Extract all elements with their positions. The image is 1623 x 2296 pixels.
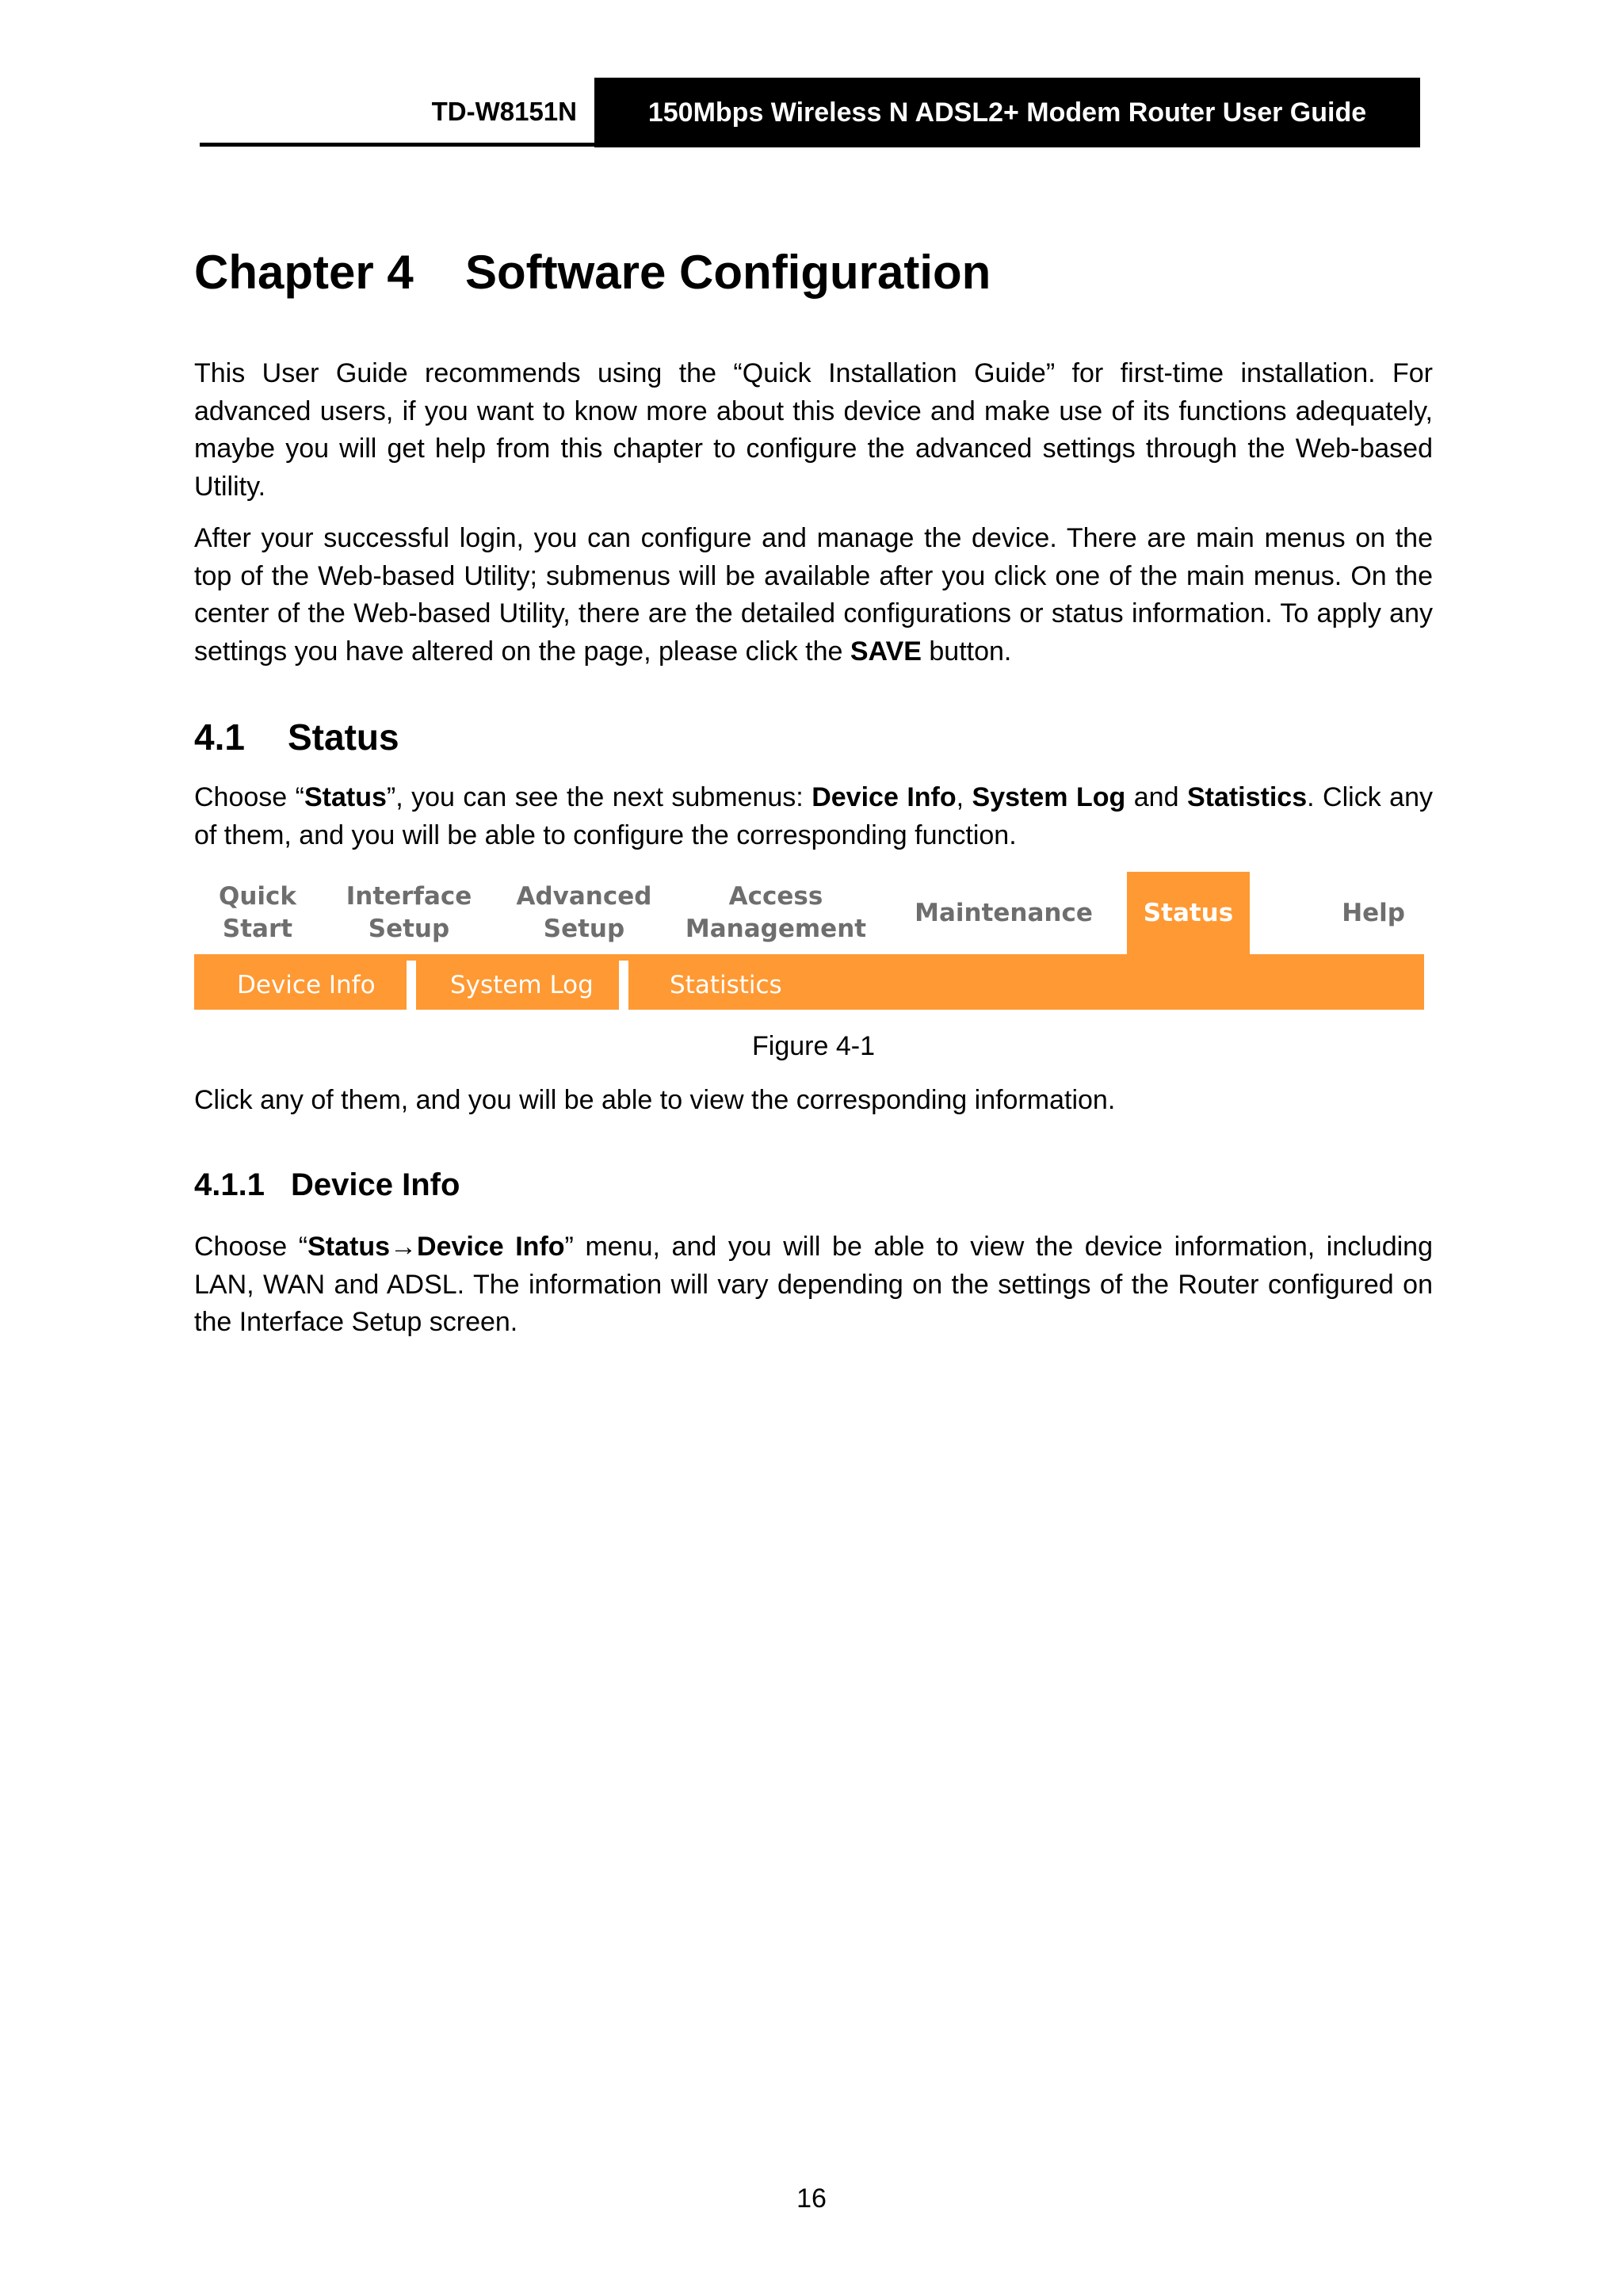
- subsection-title: Device Info: [291, 1167, 460, 1202]
- menu-status[interactable]: Status: [1127, 872, 1250, 954]
- device-info-paragraph-text: Choose “: [194, 1232, 308, 1262]
- status-paragraph-text: ,: [956, 782, 972, 812]
- menu-quick-start[interactable]: Quick Start: [218, 882, 297, 943]
- menu-access-management[interactable]: Access Management: [685, 882, 867, 943]
- status-keyword: Status: [304, 782, 387, 812]
- menu-interface-setup[interactable]: Interface Setup: [346, 882, 472, 943]
- status-paragraph-text: . Click any of them, and you will be able to configure the corresponding function.: [194, 782, 1433, 850]
- header-rule: [200, 143, 1420, 147]
- router-ui-figure: [194, 872, 1424, 1010]
- intro-paragraph-2: [194, 520, 1433, 670]
- submenu-statistics[interactable]: Statistics: [670, 971, 782, 999]
- figure-caption: Figure 4-1: [752, 1031, 875, 1061]
- save-keyword: SAVE: [850, 636, 922, 667]
- intro-paragraph-2-text: After your successful login, you can configure and manage the device. There are main menus on the top of the Web-based Utility; submenus will be available after you click one of the main menus. On the center of the Web-based Utility, there are the detailed configurations or status information. To apply any settings you have altered on the page, please click the: [194, 523, 1433, 667]
- intro-paragraph-1: This User Guide recommends using the “Quick Installation Guide” for first-time installation. For advanced users, if you want to know more about this device and make use of its functions adequately, maybe you will get help from this chapter to configure the advanced settings through the Web-based Utility.: [194, 358, 1433, 502]
- header-model: TD-W8151N: [431, 97, 577, 126]
- status-paragraph-text: ”, you can see the next submenus:: [386, 782, 812, 812]
- header-guide-title: 150Mbps Wireless N ADSL2+ Modem Router User Guide: [594, 78, 1420, 147]
- status-paragraph: [194, 779, 1433, 854]
- chapter-heading: [194, 244, 1433, 301]
- submenu-separator: [407, 961, 416, 1010]
- after-figure-paragraph: Click any of them, and you will be able to view the corresponding information.: [194, 1085, 1116, 1115]
- menu-maintenance[interactable]: Maintenance: [915, 898, 1093, 927]
- page-number: 16: [796, 2183, 827, 2214]
- statistics-keyword: Statistics: [1186, 782, 1308, 812]
- main-menu-bar: [194, 872, 1424, 954]
- subsection-heading-device-info: [194, 1163, 1433, 1206]
- device-info-keyword: Device Info: [812, 782, 957, 812]
- status-paragraph-text: and: [1125, 782, 1187, 812]
- system-log-keyword: System Log: [972, 782, 1126, 812]
- submenu-separator: [619, 961, 628, 1010]
- chapter-number: Chapter 4: [194, 246, 414, 299]
- device-info-paragraph-text: ” menu, and you will be able to view the device information, including LAN, WAN and ADSL. The information will vary depending on the settings of the Router configured on the Interface Setup screen.: [194, 1232, 1433, 1337]
- status-paragraph-text: Choose “: [194, 782, 304, 812]
- chapter-title: Software Configuration: [465, 246, 991, 299]
- subsection-number: 4.1.1: [194, 1167, 265, 1202]
- submenu-system-log[interactable]: System Log: [450, 971, 594, 999]
- submenu-bar: [194, 954, 1424, 1010]
- device-info-paragraph: [194, 1228, 1433, 1342]
- section-heading-status: [194, 713, 1433, 761]
- menu-help[interactable]: Help: [1342, 898, 1405, 927]
- intro-paragraph-2-tail: button.: [921, 636, 1012, 667]
- menu-advanced-setup[interactable]: Advanced Setup: [516, 882, 652, 943]
- section-title: Status: [288, 716, 399, 758]
- menu-path-keyword: Status→Device Info: [307, 1232, 565, 1262]
- section-number: 4.1: [194, 716, 245, 758]
- submenu-device-info[interactable]: Device Info: [237, 971, 376, 999]
